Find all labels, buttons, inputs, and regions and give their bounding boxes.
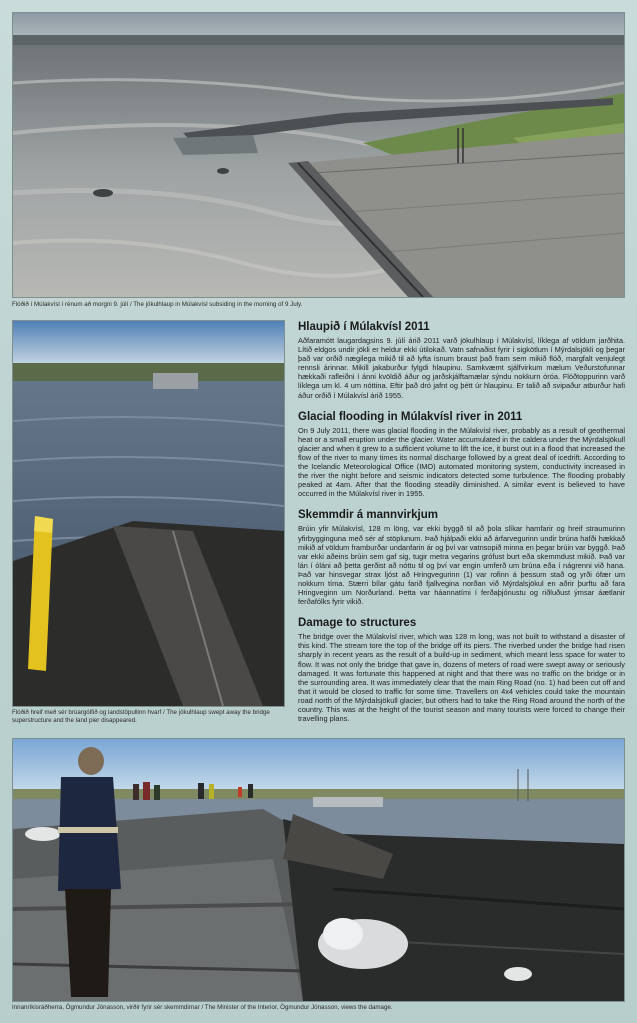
section-heading-skemmdir: Skemmdir á mannvirkjum bbox=[298, 509, 438, 522]
section-body-hlaupid: Aðfaramótt laugardagsins 9. júlí árið 2011 varð jökulhlaup í Múlakvísl, líklega af völdum jarðhita. Lítið eldgos undir jökli er heldur ekki útilokað. Vatn safnaðist fyrir í sigkötlum í Mýrdalsjökli og þegar það var orðið nægilega mikið til að lyfta ísnum braust það fram sem mikið flóð, margfalt venjulegt rennsli árinnar. Mikill jakaburður fylgdi hlaupinu. Samkvæmt sjálfvirkum mælum Veðurstofunnar hækkaði rafleiðni í ánni kvöldið áður og jarðskjálftamælar sýndu nokkurn óróa. Flóðtoppurinn varð líklega um kl. 4 um nóttina. Eftir það dró jafnt og þétt úr hlaupinu. Er talið að svipaður atburður hafi áður orðið í Múlakvísl árið 1955. bbox=[298, 336, 625, 400]
middle-photo-caption: Flóðið hreif með sér brúargólfið og landstöpullinn hvarf / The jökulhlaup swept away the bridge superstructure and the land pier disappeared. bbox=[12, 709, 270, 724]
destroyed-bridge-photo bbox=[12, 320, 285, 707]
flood-aerial-photo bbox=[12, 12, 625, 298]
section-heading-damage: Damage to structures bbox=[298, 617, 417, 630]
bottom-photo-caption: Innanríkisráðherra, Ögmundur Jónasson, virðir fyrir sér skemmdirnar / The Minister of the Interior, Ögmundur Jónasson, views the damage. bbox=[12, 1004, 393, 1011]
section-body-glacial-flooding: On 9 July 2011, there was glacial flooding in the Múlakvísl river, probably as a result of geothermal heat or a small eruption under the glacier. Water accumulated in the caldera under the Mýrdalsjökull glacier and when it grew to a sufficient volume to lift the ice, it burst out in a flood that increased the flow of the river to many times its normal discharge followed by a great deal of icedrift. According to the Icelandic Meteorological Office (IMO) automated monitoring system, conductivity increased in the river the night before and seismic indicators detected some turbulence. The flooding probably peaked at 4am. After that the flooding steadily diminished. A similar event is believed to have occurred in the Múlakvísl river in 1955. bbox=[298, 425, 625, 499]
article bbox=[298, 320, 625, 723]
photo-credit bbox=[3, 14, 9, 76]
minister-viewing-damage-photo bbox=[12, 738, 625, 1002]
top-photo-caption: Flóðið í Múlakvísl í rénum að morgni 9. júlí / The jökulhlaup in Múlakvísl subsiding in the morning of 9 July. bbox=[12, 301, 303, 308]
section-heading-hlaupid: Hlaupið í Múlakvísl 2011 bbox=[298, 321, 430, 333]
section-heading-glacial-flooding: Glacial flooding in Múlakvísl river in 2011 bbox=[298, 410, 523, 423]
section-body-damage: The bridge over the Múlakvísl river, which was 128 m long, was not built to withstand a disaster of this kind. The stream tore the top of the bridge off its piers. The riverbed under the bridge had risen sharply in recent years as the result of a build-up in sediment, which meant less space for water to flow. It was not only the bridge that gave in, dozens of meters of road were swept away or seriously damaged. It was fortunate this happened at night and that there was no traffic on the bridge or in the surrounding area. It was immediately clear that the main Ring Road (no. 1) had been cut off and that it would be closed to traffic for some time. Travellers on 4x4 vehicles could take the mountain road north of the Mýrdalsjökull glacier, but others had to take the Ring Road around the north of the country. This was at the height of the tourist season and many tourists were forced to change their travelling plans. bbox=[298, 632, 625, 724]
section-body-skemmdir: Brúin yfir Múlakvísl, 128 m löng, var ekki byggð til að þola slíkar hamfarir og hreif straumurinn yfirbygginguna með sér af stöplunum. Það hjálpaði ekki að árfarvegurinn undir brúna hafði hækkað mikið af völdum framburðar undanfarin ár og því var vatnsopið minna en þegar brúin var byggð. Það var ekki aðeins brúin sem gaf sig, tugir metra vegarins grófust burt eða skemmdust mikið. Það var lán í óláni að þetta gerðist að nóttu til og því var engin umferð um brúna eða í nágrenni við hana. Það var hinsvegar strax ljóst að Hringvegurinn (1) var rofinn á þessum stað og yrði ófær um nokkurn tíma. Stærri bílar gátu farið fjallvegina norðan við Mýrdalsjökul en aðrir þurftu að fara Hringveginn um Norðurland. Þetta var háannatími í ferðaþjónustu og riðluðust ýmsar áætlanir ferðafólks fyrir vikið. bbox=[298, 524, 626, 607]
